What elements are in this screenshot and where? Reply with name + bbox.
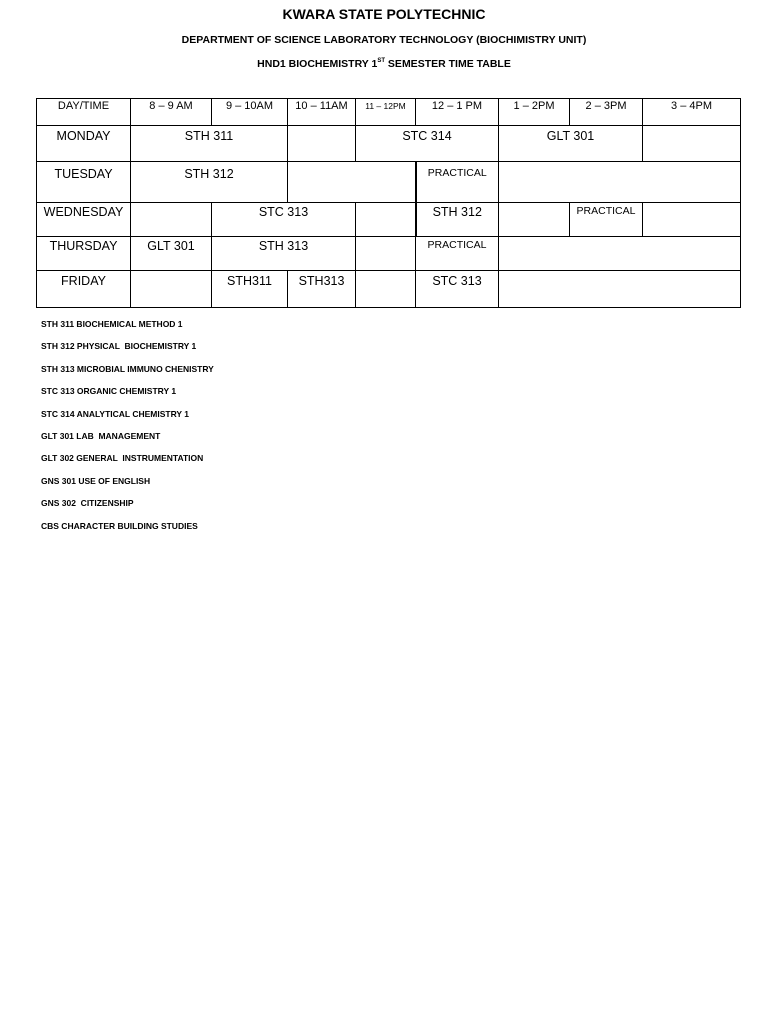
timetable-header-row <box>37 99 741 126</box>
class-cell: PRACTICAL <box>416 162 499 203</box>
class-cell: STH 311 <box>131 126 288 162</box>
timetable-heading-prefix: HND1 BIOCHEMISTRY 1 <box>257 58 378 70</box>
class-cell: STC 313 <box>212 203 356 237</box>
legend-item: GNS 301 USE OF ENGLISH <box>41 475 151 486</box>
legend-item: STC 313 ORGANIC CHEMISTRY 1 <box>41 386 177 397</box>
day-cell: FRIDAY <box>37 271 131 308</box>
day-cell: TUESDAY <box>37 162 131 203</box>
column-header: 3 – 4PM <box>643 99 741 126</box>
class-cell <box>643 203 741 237</box>
legend-item: STH 312 PHYSICAL BIOCHEMISTRY 1 <box>41 341 197 352</box>
class-cell <box>356 237 416 271</box>
timetable <box>36 98 741 308</box>
class-cell: STH 312 <box>131 162 288 203</box>
class-cell <box>356 271 416 308</box>
column-header: 2 – 3PM <box>570 99 643 126</box>
column-header: 12 – 1 PM <box>416 99 499 126</box>
column-header: 11 – 12PM <box>356 99 416 126</box>
column-header: 8 – 9 AM <box>131 99 212 126</box>
class-cell <box>499 203 570 237</box>
day-cell: MONDAY <box>37 126 131 162</box>
legend-item: STC 314 ANALYTICAL CHEMISTRY 1 <box>41 408 189 419</box>
class-cell: STH311 <box>212 271 288 308</box>
day-cell: WEDNESDAY <box>37 203 131 237</box>
legend-item: STH 311 BIOCHEMICAL METHOD 1 <box>41 319 183 329</box>
timetable-heading <box>0 58 768 70</box>
class-cell: STH 312 <box>416 203 499 237</box>
class-cell <box>499 271 741 308</box>
legend-item: GNS 302 CITIZENSHIP <box>41 498 134 509</box>
legend-item: GLT 302 GENERAL INSTRUMENTATION <box>41 453 204 464</box>
column-header: DAY/TIME <box>37 99 131 126</box>
day-cell: THURSDAY <box>37 237 131 271</box>
class-cell: PRACTICAL <box>570 203 643 237</box>
class-cell <box>131 203 212 237</box>
legend-item: GLT 301 LAB MANAGEMENT <box>41 430 161 441</box>
column-header: 1 – 2PM <box>499 99 570 126</box>
timetable-heading-suffix: SEMESTER TIME TABLE <box>385 58 511 70</box>
column-header: 10 – 11AM <box>288 99 356 126</box>
monday-row <box>37 126 741 162</box>
class-cell: STH 313 <box>212 237 356 271</box>
department-heading: DEPARTMENT OF SCIENCE LABORATORY TECHNOLOGY (BIOCHIMISTRY UNIT) <box>181 34 587 46</box>
class-cell: STH313 <box>288 271 356 308</box>
class-cell <box>288 162 416 203</box>
class-cell <box>356 203 416 237</box>
class-cell: GLT 301 <box>499 126 643 162</box>
timetable-heading-superscript: ST <box>377 58 386 64</box>
class-cell <box>499 162 741 203</box>
class-cell: PRACTICAL <box>416 237 499 271</box>
class-cell: STC 314 <box>356 126 499 162</box>
legend-item: CBS CHARACTER BUILDING STUDIES <box>41 520 198 531</box>
thursday-row <box>37 237 741 271</box>
document-title: KWARA STATE POLYTECHNIC <box>282 6 486 22</box>
legend-item: STH 313 MICROBIAL IMMUNO CHENISTRY <box>41 363 214 374</box>
wednesday-row <box>37 203 741 237</box>
course-legend <box>41 318 214 542</box>
friday-row <box>37 271 741 308</box>
class-cell <box>288 126 356 162</box>
class-cell <box>499 237 741 271</box>
class-cell <box>131 271 212 308</box>
class-cell: GLT 301 <box>131 237 212 271</box>
tuesday-row <box>37 162 741 203</box>
column-header: 9 – 10AM <box>212 99 288 126</box>
class-cell <box>643 126 741 162</box>
class-cell: STC 313 <box>416 271 499 308</box>
